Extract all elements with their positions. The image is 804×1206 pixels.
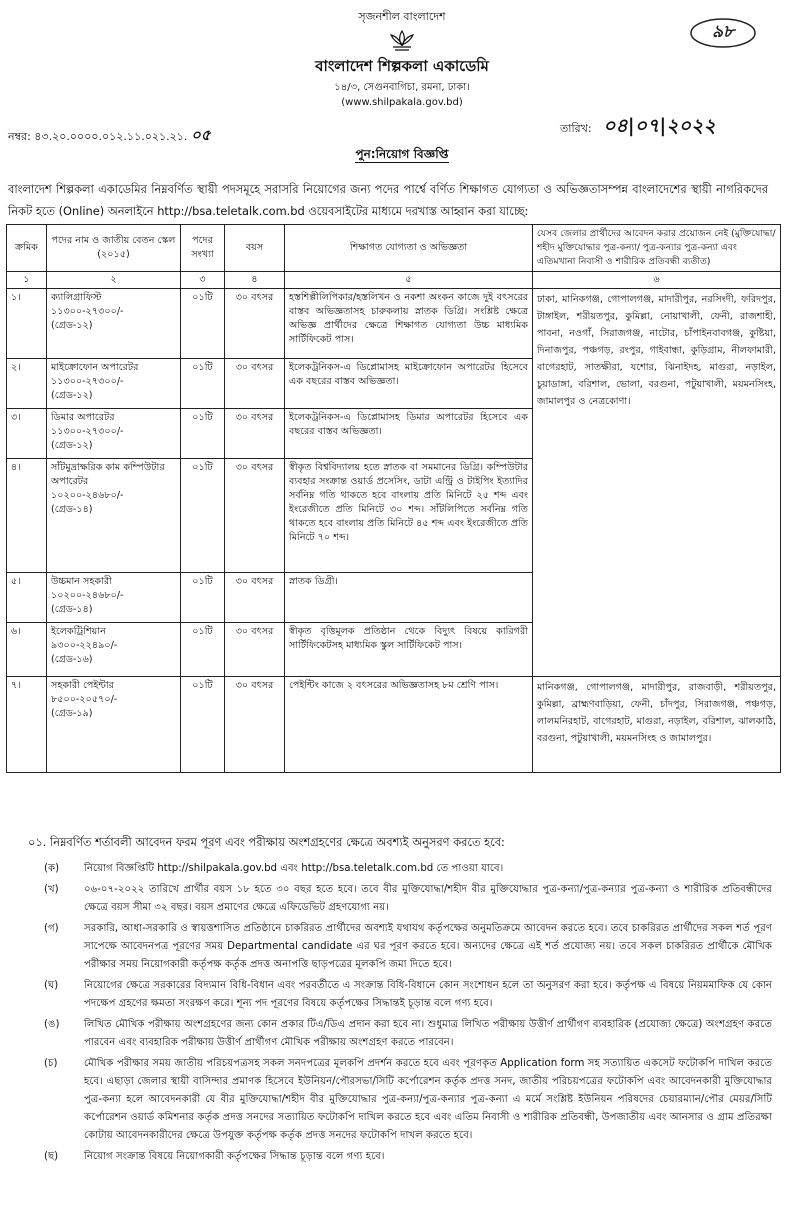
row-count: ০১টি: [181, 623, 225, 677]
column-number-row: [7, 272, 781, 289]
row-count: ০১টি: [181, 677, 225, 773]
row-serial: ৩।: [7, 409, 47, 459]
row-post: [47, 289, 181, 359]
condition-mark: (চ): [44, 1058, 58, 1069]
row-age: ৩০ বৎসর: [225, 677, 285, 773]
excluded-districts-group-1: ঢাকা, মানিকগঞ্জ, গোপালগঞ্জ, মাদারীপুর, নরসিংদী, ফরিদপুর, টাঙ্গাইল, শরীয়তপুর, কুমিল্লা, নোয়াখালী, ফেনী, রাজশাহী, পাবনা, নওগাঁ, সিরাজগঞ্জ, নাটোর, চাঁপাইনবাবগঞ্জ, কুষ্টিয়া, দিনাজপুর, পঞ্চগড়, রংপুর, গাইবান্ধা, কুড়িগ্রাম, নীলফামারী, বাগেরহাট, সাতক্ষীরা, যশোর, ঝিনাইদহ, মাগুরা, নড়াইল, চুয়াডাঙ্গা, বরিশাল, ভোলা, বরগুনা, পটুয়াখালী, ময়মনসিংহ, জামালপুর ও নেত্রকোণা।: [533, 289, 781, 677]
condition-item: [44, 977, 772, 1013]
row-count: ০১টি: [181, 409, 225, 459]
header-age: বয়স: [225, 225, 285, 272]
condition-item: [44, 881, 772, 917]
pay-grade: (গ্রেড-১২): [51, 320, 93, 331]
post-name: ইলেকট্রিশিয়ান: [51, 626, 106, 637]
pay-grade: (গ্রেড-১৬): [51, 654, 93, 665]
pay-scale: ১০২০০-২৪৬৮০/-: [51, 590, 124, 601]
condition-mark: (ক): [44, 863, 60, 874]
row-serial: ২।: [7, 359, 47, 409]
condition-mark: (ঘ): [44, 980, 59, 991]
row-qualification: স্বীকৃত বিশ্ববিদ্যালয় হতে স্নাতক বা সমমানের ডিগ্রি। কম্পিউটার ব্যবহার সংক্রান্ত ওয়ার্ড প্রসেসিং, ডাটা এন্ট্রি ও টাইপিং ইত্যাদির সর্বনিম্ন গতি থাকতে হবে বাংলায় প্রতি মিনিটে ২৫ শব্দ এবং ইংরেজীতে প্রতি মিনিটে ৩০ শব্দ। সাঁটলিপিতে সর্বনিম্ন গতি থাকতে হবে বাংলায় প্রতি মিনিটে ৪৫ শব্দ এবং ইংরেজীতে প্রতি মিনিটে ৭০ শব্দ।: [285, 459, 533, 573]
handwritten-page-number: [688, 16, 758, 50]
pay-grade: (গ্রেড-১৯): [51, 708, 93, 719]
row-post: [47, 623, 181, 677]
condition-text: ০৬-০৭-২০২২ তারিখে প্রার্থীর বয়স ১৮ হতে ৩০ বছর হতে হবে। তবে বীর মুক্তিযোদ্ধা/শহীদ বীর মুক্তিযোদ্ধার পুত্র-কন্যা/পুত্র-কন্যার পুত্র-কন্যা ও শারীরিক প্রতিবন্ধীদের ক্ষেত্রে বয়স সীমা ৩২ বছর। বয়স প্রমাণের ক্ষেত্রে এফিডেভিট গ্রহণযোগ্য নয়।: [84, 884, 772, 913]
tagline: সৃজনশীল বাংলাদেশ: [358, 10, 446, 23]
pay-scale: ১০২০০-২৪৬৮০/-: [51, 490, 124, 501]
condition-text: লিখিত মৌখিক পরীক্ষায় অংশগ্রহণের জন্য কোন প্রকার টিএ/ডিএ প্রদান করা হবে না। শুধুমাত্র লিখিত পরীক্ষায় উত্তীর্ণ প্রার্থীগণ ব্যবহারিক (প্রযোজ্য ক্ষেত্রে) অংশগ্রহণ করতে পারবেন এবং ব্যবহারিক পরীক্ষায় উত্তীর্ণ প্রার্থীগণ মৌখিক পরীক্ষায় অংশগ্রহণ করতে পারবেন।: [84, 1019, 772, 1048]
conditions-heading: ০১. নিম্নবর্ণিত শর্তাবলী আবেদন ফরম পূরণ এবং পরীক্ষায় অংশগ্রহণের ক্ষেত্রে অবশ্যই অনুসরণ করতে হবে:: [28, 835, 505, 849]
row-qualification: ইলেকট্রনিকস-এ ডিপ্লোমাসহ ডিমার অপারেটর হিসেবে এক বছরের বাস্তব অভিজ্ঞতা।: [285, 409, 533, 459]
condition-item: [44, 1148, 772, 1166]
condition-text: নিয়োগ বিজ্ঞপ্তিটি http://shilpakala.gov.bd এবং http://bsa.teletalk.com.bd তে পাওয়া যাবে।: [84, 863, 504, 874]
pay-grade: (গ্রেড-১৪): [51, 604, 93, 615]
post-name: মাইক্রোফোন অপারেটর: [51, 362, 139, 373]
header-districts: যেসব জেলার প্রার্থীদের আবেদন করার প্রয়োজন নেই (মুক্তিযোদ্ধা/শহীদ মুক্তিযোদ্ধার পুত্র-কন্যা/ পুত্র-কন্যার পুত্র-কন্যা এবং এতিমখানা নিবাসী ও শারীরিক প্রতিবন্ধী ব্যতীত): [533, 225, 781, 272]
vacancy-table: [6, 224, 781, 773]
row-qualification: হস্তশিল্পীলিপিকার/হস্তলিখন ও নকশা অংকন কাজে দুই বৎসরের বাস্তব অভিজ্ঞতাসহ চারুকলায় স্নাতক ডিগ্রি। সংশ্লিষ্ট ক্ষেত্রে অভিজ্ঞ প্রার্থীদের ক্ষেত্রে শিক্ষাগত যোগ্যতা উচ্চ মাধ্যমিক সার্টিফিকেট পাস।: [285, 289, 533, 359]
row-age: ৩০ বৎসর: [225, 623, 285, 677]
page-number-text: ৯৮: [711, 22, 735, 42]
post-name: ক্যালিগ্রাফিস্ট: [51, 292, 102, 303]
notice-title: পুন:নিয়োগ বিজ্ঞপ্তি: [355, 147, 449, 161]
row-post: [47, 359, 181, 409]
condition-text: নিয়োগ সংক্রান্ত বিষয়ে নিয়োগকারী কর্তৃপক্ষের সিদ্ধান্ত চূড়ান্ত বলে গণ্য হবে।: [84, 1151, 385, 1162]
row-serial: ৬।: [7, 623, 47, 677]
column-number: ৫: [285, 272, 533, 289]
condition-text: মৌখিক পরীক্ষার সময় জাতীয় পরিচয়পত্রসহ সকল সনদপত্রের মূলকপি প্রদর্শন করতে হবে এবং পূরণকৃত Application form সহ সত্যায়িত একসেট ফটোকপি দাখিল করতে হবে। এছাড়া জেলার স্থায়ী বাসিন্দার প্রমাণক হিসেবে ইউনিয়ন/পৌরসভা/সিটি কর্পোরেশন কর্তৃক প্রদত্ত সনদ, জাতীয় পরিচয়পত্রের ফটোকপি এবং আবেদনকারী মুক্তিযোদ্ধার পুত্র-কন্যা হলে আবেদনকারী যে বীর মুক্তিযোদ্ধা/শহীদ বীর মুক্তিযোদ্ধার পুত্র-কন্যা/পুত্র-কন্যার পুত্র-কন্যা এ মর্মে সংশ্লিষ্ট ইউনিয়ন পরিষদের চেয়ারম্যান/পৌর মেয়র/সিটি কর্পোরেশন ওয়ার্ড কমিশনার কর্তৃক প্রদত্ত সনদের সত্যায়িত ফটোকপি দাখিল করতে হবে এবং এতিম নিবাসী ও শারীরিক প্রতিবন্ধী, উপজাতীয় এবং আনসার ও গ্রাম প্রতিরক্ষা কোটায় আবেদনকারীদের ক্ষেত্রে উপযুক্ত কর্তৃপক্ষ কর্তৃক প্রদত্ত সনদের ফটোকপি দাখল করতে হবে।: [84, 1058, 772, 1141]
row-count: ০১টি: [181, 459, 225, 573]
condition-mark: (ছ): [44, 1151, 59, 1162]
row-age: ৩০ বৎসর: [225, 409, 285, 459]
pay-scale: ১১৩০০-২৭৩০০/-: [51, 426, 124, 437]
post-name: সাঁটমুদ্রাক্ষরিক কাম কম্পিউটার অপারেটর: [51, 462, 165, 487]
row-qualification: ইলেকট্রনিকস-এ ডিপ্লোমাসহ মাইক্রোফোন অপারেটর হিসেবে এক বছরের বাস্তব অভিজ্ঞতা।: [285, 359, 533, 409]
condition-item: [44, 1055, 772, 1145]
excluded-districts-group-2: মানিকগঞ্জ, গোপালগঞ্জ, মাদারীপুর, রাজবাড়ী, শরীয়তপুর, কুমিল্লা, ব্রাহ্মণবাড়িয়া, ফেনী, চাঁদপুর, সিরাজগঞ্জ, পঞ্চগড়, লালমনিরহাট, বাগেরহাট, মাগুরা, নড়াইল, বরিশাল, ঝালকাঠি, বরগুনা, পটুয়াখালী, ময়মনসিংহ ও জামালপুর।: [533, 677, 781, 773]
row-age: ৩০ বৎসর: [225, 459, 285, 573]
table-header-row: [7, 225, 781, 272]
header-qualification: শিক্ষাগত যোগ্যতা ও অভিজ্ঞতা: [285, 225, 533, 272]
condition-item: [44, 860, 772, 878]
org-website: (www.shilpakala.gov.bd): [341, 97, 463, 108]
memo-handwritten: ০৫: [190, 126, 211, 144]
post-name: উচ্চমান সহকারী: [51, 576, 112, 587]
condition-item: [44, 920, 772, 974]
date-handwritten: ০৪|০৭|২০২২: [603, 115, 716, 137]
condition-item: [44, 1016, 772, 1052]
circle-mark-icon: [688, 16, 758, 50]
lotus-emblem-icon: [387, 29, 417, 53]
condition-text: নিয়োগের ক্ষেত্রে সরকারের বিদ্যমান বিধি-বিধান এবং পরবর্তীতে এ সংক্রান্ত বিধি-বিধানে কোন সংশোধন হলে তা অনুসরণ করা হবে। কর্তৃপক্ষ এ বিষয়ে নিয়মমাফিক যে কোন পদক্ষেপ গ্রহণের ক্ষমতা সংরক্ষণ করে। শূন্য পদ পূরণের বিষয়ে কর্তৃপক্ষের সিদ্ধান্তই চূড়ান্ত বলে গণ্য হবে।: [84, 980, 772, 1009]
pay-scale: ১১৩০০-২৭৩০০/-: [51, 376, 124, 387]
column-number: ৩: [181, 272, 225, 289]
table-row: [7, 289, 781, 359]
condition-mark: (গ): [44, 923, 59, 934]
column-number: ৪: [225, 272, 285, 289]
row-post: [47, 573, 181, 623]
post-name: সহকারী পেইন্টার: [51, 680, 114, 691]
condition-text: সরকারি, আধা-সরকারি ও স্বায়ত্তশাসিত প্রতিষ্ঠানে চাকরিরত প্রার্থীদের অবশ্যই যথাযথ কর্তৃপক্ষের অনুমতিক্রমে আবেদন করতে হবে। তবে চাকরিরত প্রার্থীদের সকল শর্ত পূরণ সাপেক্ষে আবেদনপত্র পূরণের সময় Departmental candidate এর ঘর পূরণ করতে হবে। অন্যদের ক্ষেত্রে এই শর্ত প্রযোজ্য নয়। তবে সকল চাকরিরত প্রার্থীকে মৌখিক পরীক্ষার সময় নিয়োগকারী কর্তৃপক্ষ কর্তৃক প্রদত্ত অনাপত্তি ছাড়পত্রের মূলকপি জমা দিতে হবে।: [84, 923, 772, 970]
pay-grade: (গ্রেড-১২): [51, 390, 93, 401]
date-label: তারিখ:: [560, 122, 592, 135]
table-row: [7, 677, 781, 773]
condition-mark: (ঙ): [44, 1019, 60, 1030]
pay-scale: ৯৩০০-২২৪৯০/-: [51, 640, 118, 651]
header-count: পদের সংখ্যা: [181, 225, 225, 272]
row-post: [47, 459, 181, 573]
row-serial: ১।: [7, 289, 47, 359]
row-post: [47, 677, 181, 773]
org-address: ১৪/৩, সেগুনবাগিচা, রমনা, ঢাকা।: [334, 82, 470, 93]
column-number: ২: [47, 272, 181, 289]
row-post: [47, 409, 181, 459]
conditions-list: [44, 860, 772, 1169]
row-serial: ৪।: [7, 459, 47, 573]
intro-paragraph: বাংলাদেশ শিল্পকলা একাডেমির নিম্নবর্ণিত স্থায়ী পদসমূহে সরাসরি নিয়োগের জন্য পদের পার্শ্বে বর্ণিত শিক্ষাগত যোগ্যতা ও অভিজ্ঞতাসম্পন্ন বাংলাদেশের স্থায়ী নাগরিকদের নিকট হতে (Online) অনলাইনে http://bsa.teletalk.com.bd ওয়েবসাইটের মাধ্যমে দরখাস্ত আহ্বান করা যাচ্ছে:: [8, 182, 768, 218]
header-serial: ক্রমিক: [7, 225, 47, 272]
row-age: ৩০ বৎসর: [225, 573, 285, 623]
org-name: বাংলাদেশ শিল্পকলা একাডেমি: [315, 57, 489, 75]
pay-grade: (গ্রেড-১৪): [51, 504, 93, 515]
memo-label: নম্বর: ৪৩.২০.০০০০.০১২.১১.০২১.২১.: [8, 130, 188, 143]
pay-scale: ১১৩০০-২৭৩০০/-: [51, 306, 124, 317]
row-count: ০১টি: [181, 573, 225, 623]
condition-mark: (খ): [44, 884, 59, 895]
column-number: ১: [7, 272, 47, 289]
column-number: ৬: [533, 272, 781, 289]
row-serial: ৫।: [7, 573, 47, 623]
pay-grade: (গ্রেড-১২): [51, 440, 93, 451]
letterhead: [0, 8, 804, 108]
header-post: পদের নাম ও জাতীয় বেতন স্কেল (২০১৫): [47, 225, 181, 272]
issue-date: [560, 112, 716, 144]
row-age: ৩০ বৎসর: [225, 359, 285, 409]
row-serial: ৭।: [7, 677, 47, 773]
row-count: ০১টি: [181, 289, 225, 359]
row-count: ০১টি: [181, 359, 225, 409]
row-qualification: স্নাতক ডিগ্রী।: [285, 573, 533, 623]
post-name: ডিমার অপারেটর: [51, 412, 115, 423]
row-age: ৩০ বৎসর: [225, 289, 285, 359]
row-qualification: পেইন্টিং কাজে ২ বৎসরের অভিজ্ঞতাসহ ৮ম শ্রেণি পাস।: [285, 677, 533, 773]
pay-scale: ৮৫০০-২০৫৭০/-: [51, 694, 118, 705]
row-qualification: স্বীকৃত বৃত্তিমূলক প্রতিষ্ঠান থেকে বিদ্যুৎ বিষয়ে কারিগরী সার্টিফিকেটসহ মাধ্যমিক স্কুল সার্টিফিকেট পাস।: [285, 623, 533, 677]
